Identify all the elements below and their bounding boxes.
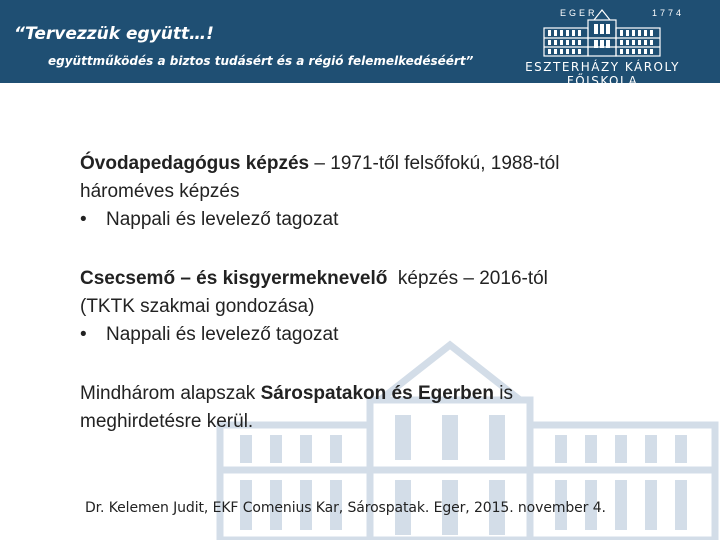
block-2-bullet-text: Nappali és levelező tagozat [106,324,339,345]
closing-pre: Mindhárom alapszak [80,383,261,404]
block-1-rest: – 1971-től felsőfokú, 1988-tól [309,153,560,174]
logo-year: 1774 [652,8,685,18]
block-1-title: Óvodapedagógus képzés [80,153,310,174]
header-banner [0,0,720,88]
block-2-line-1 [80,265,680,293]
motto: “Tervezzük együtt…! [14,24,214,44]
block-2-bullet [80,321,680,349]
block-1-bullet [80,206,680,234]
tagline: együttműködés a biztos tudásért és a régió felemelkedéséért” [48,54,474,68]
slide-content [80,150,680,436]
closing-post: is [493,383,513,404]
block-1-line-2: hároméves képzés [80,181,240,202]
footer-credit: Dr. Kelemen Judit, EKF Comenius Kar, Sárospatak. Eger, 2015. november 4. [85,500,606,516]
college-name: ESZTERHÁZY KÁROLY FŐISKOLA [525,60,680,88]
college-building-icon [542,8,712,58]
block-2-rest: képzés – 2016-tól [387,268,548,289]
bullet-glyph: • [80,324,87,345]
block-1-bullet-text: Nappali és levelező tagozat [106,209,339,230]
logo-city: EGER [560,8,598,18]
block-2-line-2: (TKTK szakmai gondozása) [80,296,315,317]
block-1-line-1 [80,150,680,178]
bullet-glyph: • [80,209,87,230]
block-2-title: Csecsemő – és kisgyermeknevelő [80,268,388,289]
closing-line-2: meghirdetésre kerül. [80,411,254,432]
closing-bold: Sárospatakon és Egerben [260,383,494,404]
closing-line-1 [80,380,680,408]
